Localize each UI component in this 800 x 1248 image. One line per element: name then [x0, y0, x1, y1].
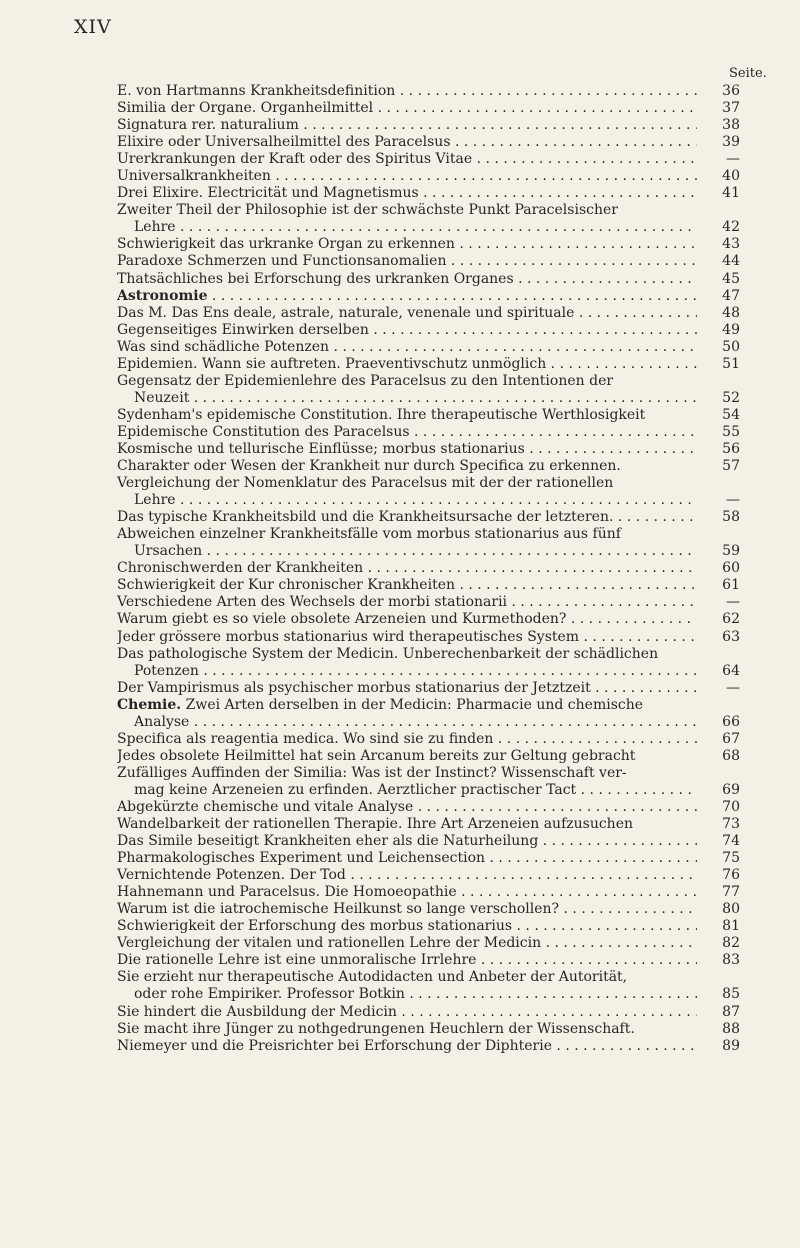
toc-entry: [117, 697, 744, 714]
toc-entry-page: —: [726, 679, 740, 696]
toc-entry-page: 56: [722, 440, 740, 457]
toc-entry: [117, 935, 744, 952]
page-number: XIV: [74, 16, 112, 38]
toc-entry: [117, 629, 744, 646]
toc-entry: [117, 663, 744, 680]
toc-entry-title: Kosmische und tellurische Einflüsse; morbus stationarius . . .: [117, 441, 697, 458]
toc-entry: [117, 1004, 744, 1021]
toc-entry-title: Neuzeit . . .: [134, 390, 697, 407]
toc-entry: [117, 731, 744, 748]
toc-entry-title: Drei Elixire. Electricität und Magnetismus . . .: [117, 185, 697, 202]
toc-entry-page: 74: [722, 833, 740, 850]
toc-entry-title: Chronischwerden der Krankheiten . . .: [117, 560, 697, 577]
toc-entry-page: 54: [722, 406, 740, 423]
toc-entry: [117, 407, 744, 424]
toc-entry: [117, 253, 744, 270]
toc-entry-page: 89: [722, 1037, 740, 1054]
toc-entry-title: E. von Hartmanns Krankheitsdefinition . . .: [117, 83, 697, 100]
toc-entry: [117, 952, 744, 969]
toc-entry-page: 76: [722, 867, 740, 884]
toc-entry-page: —: [726, 151, 740, 168]
toc-entry: [117, 543, 744, 560]
toc-entry-title: Der Vampirismus als psychischer morbus stationarius der Jetztzeit . . .: [117, 680, 697, 697]
toc-entry-page: 69: [722, 781, 740, 798]
toc-entry: [117, 83, 744, 100]
toc-entry-page: 58: [722, 509, 740, 526]
toc-entry: [117, 714, 744, 731]
toc-entry-page: 77: [722, 884, 740, 901]
toc-entry-page: 68: [722, 747, 740, 764]
toc-entry-page: 55: [722, 423, 740, 440]
toc-entry: [117, 236, 744, 253]
toc-entry: [117, 611, 744, 628]
toc-entry-page: 87: [722, 1003, 740, 1020]
toc-entry-title: Jeder grössere morbus stationarius wird therapeutisches System . . .: [117, 629, 697, 646]
toc-entry: [117, 969, 744, 986]
toc-entry-page: 42: [722, 219, 740, 236]
toc-entry-title: Lehre . . .: [134, 219, 697, 236]
toc-entry-title: Verschiedene Arten des Wechsels der morbi stationarii . . .: [117, 594, 697, 611]
toc-entry-page: 62: [722, 611, 740, 628]
toc-entry-title: Die rationelle Lehre ist eine unmoralische Irrlehre . . .: [117, 952, 697, 969]
toc-entry-title: Paradoxe Schmerzen und Functionsanomalien . . .: [117, 253, 697, 270]
toc-entry-page: 66: [722, 713, 740, 730]
toc-entry-page: 88: [722, 1020, 740, 1037]
toc-entry-page: 45: [722, 270, 740, 287]
toc-entry-title: Epidemische Constitution des Paracelsus . . .: [117, 424, 697, 441]
toc-entry-title: Das pathologische System der Medicin. Unberechenbarkeit der schädlichen: [117, 645, 659, 662]
toc-entry: [117, 884, 744, 901]
toc-entry-title: Niemeyer und die Preisrichter bei Erforschung der Diphterie . . .: [117, 1038, 697, 1055]
toc-entry-page: 57: [722, 458, 740, 475]
toc-entry-page: 73: [722, 816, 740, 833]
toc-entry: [117, 560, 744, 577]
toc-entry-page: 43: [722, 236, 740, 253]
toc-entry: [117, 288, 744, 305]
toc-entry-title: Vergleichung der vitalen und rationellen Lehre der Medicin . . .: [117, 935, 697, 952]
toc-entry-title: Gegensatz der Epidemienlehre des Paracelsus zu den Intentionen der: [117, 372, 614, 389]
toc-entry-page: 75: [722, 850, 740, 867]
toc-entry: [117, 117, 744, 134]
toc-entry: [117, 475, 744, 492]
toc-entry-page: 59: [722, 543, 740, 560]
toc-entry: [117, 424, 744, 441]
toc-entry-title: Jedes obsolete Heilmittel hat sein Arcanum bereits zur Geltung gebracht: [117, 747, 636, 764]
toc-entry: [117, 339, 744, 356]
toc-entry: [117, 850, 744, 867]
toc-entry: [117, 986, 744, 1003]
toc-entry-title: Sie macht ihre Jünger zu nothgedrungenen Heuchlern der Wissenschaft.: [117, 1020, 635, 1037]
toc-entry-title: mag keine Arzeneien zu erfinden. Aerztlicher practischer Tact . . .: [134, 782, 697, 799]
toc-entry-title: Pharmakologisches Experiment und Leichensection . . .: [117, 850, 697, 867]
toc-entry: [117, 373, 744, 390]
toc-entry: [117, 765, 744, 782]
toc-entry-page: 37: [722, 100, 740, 117]
toc-entry-title: Schwierigkeit das urkranke Organ zu erkennen . . .: [117, 236, 697, 253]
toc-entry-page: 52: [722, 389, 740, 406]
toc-entry-title: Urerkrankungen der Kraft oder des Spiritus Vitae . . .: [117, 151, 697, 168]
toc-entry: [117, 799, 744, 816]
toc-entry: [117, 458, 744, 475]
toc-entry-title: Das typische Krankheitsbild und die Krankheitsursache der letzteren. . . .: [117, 509, 697, 526]
toc-entry-page: 44: [722, 253, 740, 270]
toc-entry-page: 83: [722, 952, 740, 969]
toc-entry-title: Sie hindert die Ausbildung der Medicin . . .: [117, 1004, 697, 1021]
toc-entry: [117, 492, 744, 509]
toc-entry-page: 60: [722, 560, 740, 577]
toc-entry-title: Potenzen . . .: [134, 663, 697, 680]
toc-entry: [117, 1038, 744, 1055]
toc-entry-page: 49: [722, 321, 740, 338]
toc-entry-title: Was sind schädliche Potenzen . . .: [117, 339, 697, 356]
toc-entry-page: 63: [722, 628, 740, 645]
toc-entry-page: 85: [722, 986, 740, 1003]
toc-entry-page: 64: [722, 662, 740, 679]
toc-entry: [117, 748, 744, 765]
toc-entry: [117, 202, 744, 219]
toc-entry-title: Das M. Das Ens deale, astrale, naturale, venenale und spirituale . . .: [117, 305, 697, 322]
toc-entry-page: 40: [722, 168, 740, 185]
toc-entry-title: Zweiter Theil der Philosophie ist der schwächste Punkt Paracelsischer: [117, 202, 618, 219]
toc-entry: [117, 918, 744, 935]
toc-entry-title: Warum ist die iatrochemische Heilkunst so lange verschollen? . . .: [117, 901, 697, 918]
toc-entry: [117, 867, 744, 884]
toc-entry: [117, 168, 744, 185]
toc-entry: [117, 305, 744, 322]
toc-entry: [117, 833, 744, 850]
toc-entry-title: Abweichen einzelner Krankheitsfälle vom morbus stationarius aus fünf: [117, 526, 621, 543]
toc-entry-page: 80: [722, 901, 740, 918]
toc-entry-page: 50: [722, 338, 740, 355]
toc-entry-title: Gegenseitiges Einwirken derselben . . .: [117, 322, 697, 339]
toc-entry: [117, 646, 744, 663]
toc-entry-title: Specifica als reagentia medica. Wo sind sie zu finden . . .: [117, 731, 697, 748]
toc-entry: [117, 134, 744, 151]
toc-entry-page: 61: [722, 577, 740, 594]
column-header-seite: Seite.: [729, 66, 767, 81]
toc-entry-title: Lehre . . .: [134, 492, 697, 509]
toc-entry: [117, 594, 744, 611]
toc-entry-title: Epidemien. Wann sie auftreten. Praeventivschutz unmöglich . . .: [117, 356, 697, 373]
toc-entry-title: oder rohe Empiriker. Professor Botkin . . .: [134, 986, 697, 1003]
toc-entry-title: Ursachen . . .: [134, 543, 697, 560]
toc-entry: [117, 219, 744, 236]
toc-entry-title: Astronomie . . .: [117, 288, 697, 305]
toc-entry-title: Universalkrankheiten . . .: [117, 168, 697, 185]
toc-entry-title: Sydenham's epidemische Constitution. Ihre therapeutische Werthlosigkeit: [117, 406, 646, 423]
table-of-contents: [117, 83, 744, 1055]
toc-entry: [117, 322, 744, 339]
toc-entry-title: Schwierigkeit der Erforschung des morbus stationarius . . .: [117, 918, 697, 935]
toc-entry: [117, 100, 744, 117]
toc-entry: [117, 680, 744, 697]
toc-entry-title: Charakter oder Wesen der Krankheit nur durch Specifica zu erkennen.: [117, 458, 621, 475]
toc-entry-title: Vernichtende Potenzen. Der Tod . . .: [117, 867, 697, 884]
toc-entry-title: Wandelbarkeit der rationellen Therapie. Ihre Art Arzeneien aufzusuchen: [117, 816, 634, 833]
toc-entry: [117, 577, 744, 594]
toc-entry-title: Sie erzieht nur therapeutische Autodidacten und Anbeter der Autorität,: [117, 969, 628, 986]
toc-entry: [117, 1021, 744, 1038]
toc-entry-page: 51: [722, 355, 740, 372]
toc-entry-page: 70: [722, 798, 740, 815]
toc-entry: [117, 901, 744, 918]
toc-entry-title: Warum giebt es so viele obsolete Arzeneien und Kurmethoden? . . .: [117, 611, 697, 628]
toc-entry: [117, 441, 744, 458]
toc-entry-title: Vergleichung der Nomenklatur des Paracelsus mit der der rationellen: [117, 475, 614, 492]
toc-entry-page: 81: [722, 918, 740, 935]
toc-entry: [117, 816, 744, 833]
toc-entry-page: 67: [722, 730, 740, 747]
toc-entry-title: Das Simile beseitigt Krankheiten eher als die Naturheilung . . .: [117, 833, 697, 850]
toc-entry-page: 48: [722, 304, 740, 321]
toc-entry: [117, 185, 744, 202]
toc-entry-page: 41: [722, 185, 740, 202]
toc-entry-title: Abgekürzte chemische und vitale Analyse . . .: [117, 799, 697, 816]
toc-entry: [117, 151, 744, 168]
section-heading: Chemie.: [117, 696, 182, 713]
toc-entry-title: Analyse . . .: [134, 714, 697, 731]
toc-entry-title: Hahnemann und Paracelsus. Die Homoeopathie . . .: [117, 884, 697, 901]
toc-entry: [117, 526, 744, 543]
toc-entry-page: —: [726, 492, 740, 509]
toc-entry-page: —: [726, 594, 740, 611]
toc-entry-title: Elixire oder Universalheilmittel des Paracelsus . . .: [117, 134, 697, 151]
toc-entry-title: Thatsächliches bei Erforschung des urkranken Organes . . .: [117, 271, 697, 288]
toc-entry-page: 47: [722, 287, 740, 304]
toc-entry-title: Schwierigkeit der Kur chronischer Krankheiten . . .: [117, 577, 697, 594]
toc-entry-page: 39: [722, 134, 740, 151]
toc-entry-page: 82: [722, 935, 740, 952]
toc-entry: [117, 782, 744, 799]
toc-entry-title: Similia der Organe. Organheilmittel . . .: [117, 100, 697, 117]
toc-entry: [117, 271, 744, 288]
toc-entry: [117, 356, 744, 373]
toc-entry-title: Signatura rer. naturalium . . .: [117, 117, 697, 134]
toc-entry: [117, 509, 744, 526]
toc-entry-title: Zufälliges Auffinden der Similia: Was ist der Instinct? Wissenschaft ver-: [117, 764, 627, 781]
toc-entry-page: 38: [722, 117, 740, 134]
toc-entry: [117, 390, 744, 407]
toc-entry-title: Chemie. Zwei Arten derselben in der Medicin: Pharmacie und chemische: [117, 696, 644, 713]
toc-entry-page: 36: [722, 83, 740, 99]
